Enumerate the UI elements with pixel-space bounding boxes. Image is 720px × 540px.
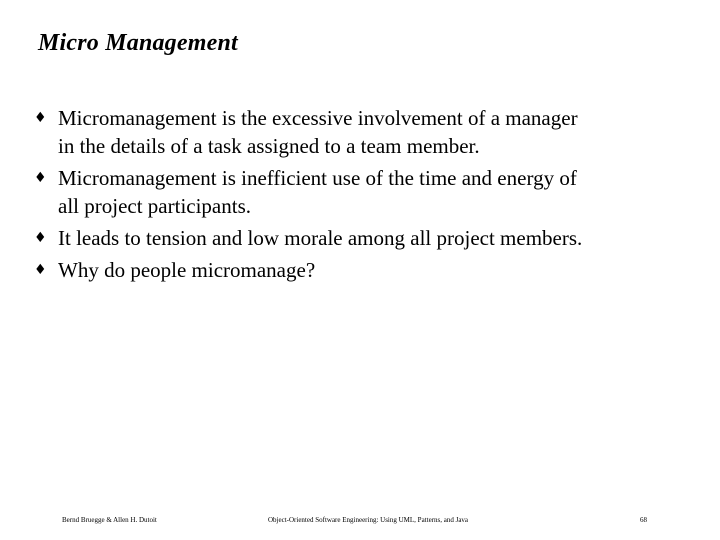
diamond-bullet-icon: ♦ bbox=[34, 262, 47, 278]
bullet-text-line: Micromanagement is inefficient use of the time and energy of bbox=[58, 166, 577, 190]
footer-authors: Bernd Bruegge & Allen H. Dutoit bbox=[62, 516, 157, 524]
diamond-bullet-icon: ♦ bbox=[34, 170, 47, 186]
slide-title: Micro Management bbox=[38, 30, 238, 56]
bullet-text-line: It leads to tension and low morale among all project members. bbox=[58, 226, 583, 250]
bullet-text-line: Micromanagement is the excessive involvement of a manager bbox=[58, 106, 578, 130]
bullet-item bbox=[34, 164, 674, 220]
diamond-bullet-icon: ♦ bbox=[34, 230, 47, 246]
bullet-item bbox=[34, 224, 674, 252]
bullet-item bbox=[34, 256, 674, 284]
bullet-list bbox=[34, 104, 674, 288]
bullet-item bbox=[34, 104, 674, 160]
footer-page-number: 68 bbox=[640, 516, 647, 524]
bullet-text-line: Why do people micromanage? bbox=[58, 258, 316, 282]
bullet-text-line: all project participants. bbox=[58, 194, 252, 218]
bullet-text-line: in the details of a task assigned to a team member. bbox=[58, 134, 480, 158]
diamond-bullet-icon: ♦ bbox=[34, 110, 47, 126]
footer-book-title: Object-Oriented Software Engineering: Using UML, Patterns, and Java bbox=[268, 516, 469, 524]
